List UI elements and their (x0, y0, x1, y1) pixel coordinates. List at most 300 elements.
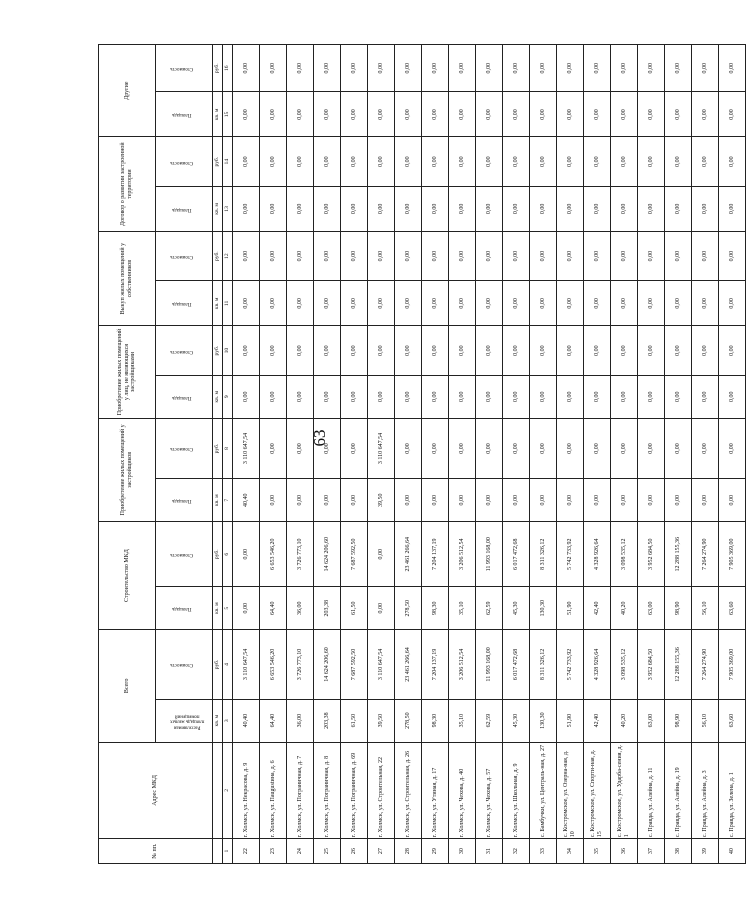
row-number: 39 (692, 839, 719, 864)
total-cost: 8 311 326,12 (530, 630, 557, 700)
total-cost: 7 204 137,19 (422, 630, 449, 700)
table-row (530, 45, 557, 864)
construction-area: 278,50 (395, 587, 422, 630)
acq-dev-cost: 0,00 (260, 418, 287, 479)
acq-dev-area: 0,00 (665, 479, 692, 522)
value-cell: 0,00 (314, 45, 341, 92)
unit-cell: кв. м (213, 375, 223, 418)
subheader-cost: Стоимость (156, 522, 213, 587)
value-cell: 0,00 (638, 186, 665, 231)
row-number: 24 (287, 839, 314, 864)
value-cell: 0,00 (638, 92, 665, 137)
header-construction: Строительство МКД (99, 522, 156, 630)
total-area: 61,50 (341, 699, 368, 742)
value-cell: 0,00 (341, 92, 368, 137)
total-cost: 6 653 546,20 (260, 630, 287, 700)
construction-area: 63,60 (719, 587, 746, 630)
total-area: 40,20 (611, 699, 638, 742)
value-cell: 0,00 (368, 45, 395, 92)
value-cell: 0,00 (503, 137, 530, 187)
acq-dev-area: 0,00 (503, 479, 530, 522)
value-cell: 0,00 (287, 231, 314, 280)
row-number: 30 (449, 839, 476, 864)
subheader-area: Площадь (156, 375, 213, 418)
value-cell: 0,00 (233, 326, 260, 376)
total-cost: 7 905 369,00 (719, 630, 746, 700)
column-index-cell: 14 (223, 137, 233, 187)
construction-cost: 3 952 684,50 (638, 522, 665, 587)
column-index-cell: 6 (223, 522, 233, 587)
column-index-cell: 10 (223, 326, 233, 376)
table-row (395, 45, 422, 864)
unit-cell: кв. м (213, 587, 223, 630)
value-cell: 0,00 (341, 375, 368, 418)
value-cell: 0,00 (422, 186, 449, 231)
acq-dev-cost: 0,00 (449, 418, 476, 479)
header-other: Другие (99, 45, 156, 137)
value-cell: 0,00 (530, 137, 557, 187)
value-cell: 0,00 (665, 281, 692, 326)
value-cell: 0,00 (584, 281, 611, 326)
construction-cost: 7 687 592,50 (341, 522, 368, 587)
unit-cell: руб. (213, 418, 223, 479)
header-dev-agreement: Договор о развитии застроенной территории (99, 137, 156, 231)
construction-area: 61,50 (341, 587, 368, 630)
subheader-cost: Стоимость (156, 418, 213, 479)
total-cost: 14 624 206,60 (314, 630, 341, 700)
row-address: г. Холмск, ул. Чехова, д. 57 (476, 742, 503, 839)
value-cell: 0,00 (476, 281, 503, 326)
value-cell: 0,00 (530, 281, 557, 326)
value-cell: 0,00 (368, 186, 395, 231)
value-cell: 0,00 (260, 45, 287, 92)
value-cell: 0,00 (692, 186, 719, 231)
value-cell: 0,00 (692, 137, 719, 187)
total-area: 130,30 (530, 699, 557, 742)
header-address: Адрес МКД (99, 742, 213, 839)
table-row (665, 45, 692, 864)
value-cell: 0,00 (287, 45, 314, 92)
acq-dev-cost: 0,00 (395, 418, 422, 479)
value-cell: 0,00 (719, 45, 746, 92)
unit-blank (213, 839, 223, 864)
value-cell: 0,00 (665, 375, 692, 418)
row-number: 32 (503, 839, 530, 864)
column-index-cell: 15 (223, 92, 233, 137)
value-cell: 0,00 (260, 186, 287, 231)
row-number: 40 (719, 839, 746, 864)
row-number: 38 (665, 839, 692, 864)
value-cell: 0,00 (719, 375, 746, 418)
value-cell: 0,00 (395, 231, 422, 280)
construction-area: 63,00 (638, 587, 665, 630)
value-cell: 0,00 (584, 326, 611, 376)
acq-dev-cost: 0,00 (422, 418, 449, 479)
value-cell: 0,00 (692, 231, 719, 280)
column-index-cell: 3 (223, 699, 233, 742)
table-row (503, 45, 530, 864)
table-row (638, 45, 665, 864)
table-row (611, 45, 638, 864)
table-row (287, 45, 314, 864)
header-buyout: Выкуп жилых помещений у собственников (99, 231, 156, 325)
subheader-cost: Стоимость (156, 137, 213, 187)
table-row (449, 45, 476, 864)
acq-dev-cost: 0,00 (530, 418, 557, 479)
value-cell: 0,00 (233, 137, 260, 187)
column-index-cell: 2 (223, 742, 233, 839)
construction-area: 0,00 (233, 587, 260, 630)
value-cell: 0,00 (368, 375, 395, 418)
value-cell: 0,00 (557, 45, 584, 92)
row-address: г. Холмск, ул. Строительная, 22 (368, 742, 395, 839)
unit-blank (213, 742, 223, 839)
value-cell: 0,00 (557, 137, 584, 187)
value-cell: 0,00 (368, 137, 395, 187)
column-index-cell: 8 (223, 418, 233, 479)
total-area: 56,10 (692, 699, 719, 742)
value-cell: 0,00 (665, 137, 692, 187)
subheader-settled-area: Расселяемая площадь жилых помещений (156, 699, 213, 742)
acq-dev-cost: 0,00 (665, 418, 692, 479)
construction-cost: 11 993 168,00 (476, 522, 503, 587)
construction-cost: 3 206 512,54 (449, 522, 476, 587)
table-row (476, 45, 503, 864)
value-cell: 0,00 (692, 281, 719, 326)
value-cell: 0,00 (530, 231, 557, 280)
value-cell: 0,00 (368, 326, 395, 376)
value-cell: 0,00 (476, 186, 503, 231)
value-cell: 0,00 (584, 137, 611, 187)
value-cell: 0,00 (449, 92, 476, 137)
value-cell: 0,00 (314, 137, 341, 187)
construction-area: 45,30 (503, 587, 530, 630)
total-cost: 3 110 647,54 (368, 630, 395, 700)
table-row (584, 45, 611, 864)
table-row (368, 45, 395, 864)
construction-area: 42,40 (584, 587, 611, 630)
value-cell: 0,00 (611, 231, 638, 280)
value-cell: 0,00 (476, 231, 503, 280)
value-cell: 0,00 (233, 186, 260, 231)
total-area: 98,30 (422, 699, 449, 742)
table-row (260, 45, 287, 864)
value-cell: 0,00 (611, 45, 638, 92)
value-cell: 0,00 (476, 326, 503, 376)
value-cell: 0,00 (665, 186, 692, 231)
value-cell: 0,00 (584, 231, 611, 280)
value-cell: 0,00 (449, 186, 476, 231)
total-cost: 3 726 773,10 (287, 630, 314, 700)
construction-cost: 8 311 326,12 (530, 522, 557, 587)
value-cell: 0,00 (503, 281, 530, 326)
construction-area: 98,90 (665, 587, 692, 630)
construction-cost: 3 098 535,12 (611, 522, 638, 587)
value-cell: 0,00 (503, 375, 530, 418)
value-cell: 0,00 (530, 326, 557, 376)
header-acq-dev: Приобретение жилых помещений у застройщиков (99, 418, 156, 521)
value-cell: 0,00 (530, 45, 557, 92)
landscape-sheet (98, 44, 735, 864)
acq-dev-cost: 0,00 (638, 418, 665, 479)
value-cell: 0,00 (665, 326, 692, 376)
acq-dev-area: 0,00 (719, 479, 746, 522)
total-area: 278,50 (395, 699, 422, 742)
header-total: Всего (99, 630, 156, 742)
acq-dev-cost: 0,00 (557, 418, 584, 479)
value-cell: 0,00 (611, 186, 638, 231)
construction-area: 62,59 (476, 587, 503, 630)
value-cell: 0,00 (557, 92, 584, 137)
acq-dev-area: 0,00 (422, 479, 449, 522)
total-cost: 7 687 592,50 (341, 630, 368, 700)
column-index-row (223, 45, 233, 864)
acq-dev-cost: 0,00 (476, 418, 503, 479)
value-cell: 0,00 (233, 231, 260, 280)
construction-cost: 7 204 137,19 (422, 522, 449, 587)
construction-area: 36,00 (287, 587, 314, 630)
row-number: 31 (476, 839, 503, 864)
total-cost: 3 098 535,12 (611, 630, 638, 700)
value-cell: 0,00 (476, 45, 503, 92)
unit-cell: кв. м (213, 699, 223, 742)
value-cell: 0,00 (314, 281, 341, 326)
value-cell: 0,00 (422, 137, 449, 187)
value-cell: 0,00 (692, 92, 719, 137)
acq-dev-cost: 3 110 647,54 (368, 418, 395, 479)
construction-cost: 12 288 155,36 (665, 522, 692, 587)
value-cell: 0,00 (611, 375, 638, 418)
value-cell: 0,00 (557, 186, 584, 231)
total-area: 63,60 (719, 699, 746, 742)
value-cell: 0,00 (638, 281, 665, 326)
row-address: с. Бамбучки, ул. Централь-ная, д. 27 (530, 742, 557, 839)
unit-cell: руб. (213, 522, 223, 587)
value-cell: 0,00 (530, 92, 557, 137)
subheader-area: Площадь (156, 479, 213, 522)
row-address: г. Холмск, ул. Пaugustина, д. 6 (260, 742, 287, 839)
construction-cost: 6 017 472,68 (503, 522, 530, 587)
value-cell: 0,00 (692, 45, 719, 92)
row-address: г. Холмск, ул. Пограничная, д. 7 (287, 742, 314, 839)
value-cell: 0,00 (314, 326, 341, 376)
value-cell: 0,00 (557, 281, 584, 326)
table-row (341, 45, 368, 864)
value-cell: 0,00 (584, 45, 611, 92)
row-address: г. Холмск, ул. Пограничная, д. 69 (341, 742, 368, 839)
value-cell: 0,00 (557, 375, 584, 418)
value-cell: 0,00 (530, 375, 557, 418)
column-index-cell: 7 (223, 479, 233, 522)
value-cell: 0,00 (476, 375, 503, 418)
value-cell: 0,00 (530, 186, 557, 231)
subheader-area: Площадь (156, 186, 213, 231)
acq-dev-area: 0,00 (584, 479, 611, 522)
value-cell: 0,00 (341, 45, 368, 92)
acq-dev-area: 0,00 (260, 479, 287, 522)
acq-dev-cost: 0,00 (287, 418, 314, 479)
table-row (692, 45, 719, 864)
value-cell: 0,00 (287, 281, 314, 326)
row-address: с. Правда, ул. Алейна, д. 3 (692, 742, 719, 839)
row-address: с. Костромское, ул. Спорти-ная, д. 15 (584, 742, 611, 839)
acq-dev-area: 0,00 (530, 479, 557, 522)
acq-dev-cost: 0,00 (584, 418, 611, 479)
value-cell: 0,00 (611, 326, 638, 376)
acq-dev-cost: 3 110 647,54 (233, 418, 260, 479)
value-cell: 0,00 (422, 375, 449, 418)
acq-dev-area: 40,40 (233, 479, 260, 522)
value-cell: 0,00 (314, 375, 341, 418)
total-cost: 3 952 684,50 (638, 630, 665, 700)
value-cell: 0,00 (395, 186, 422, 231)
value-cell: 0,00 (503, 45, 530, 92)
row-address: г. Холмск, ул. Школьная, д. 9 (503, 742, 530, 839)
construction-area: 130,30 (530, 587, 557, 630)
row-number: 37 (638, 839, 665, 864)
value-cell: 0,00 (665, 92, 692, 137)
acq-dev-cost: 0,00 (503, 418, 530, 479)
value-cell: 0,00 (719, 137, 746, 187)
value-cell: 0,00 (557, 326, 584, 376)
value-cell: 0,00 (692, 375, 719, 418)
value-cell: 0,00 (260, 231, 287, 280)
unit-cell: руб. (213, 231, 223, 280)
value-cell: 0,00 (584, 375, 611, 418)
row-number: 27 (368, 839, 395, 864)
value-cell: 0,00 (638, 137, 665, 187)
row-address: с. Правда, ул. Алейна, д. 19 (665, 742, 692, 839)
value-cell: 0,00 (449, 281, 476, 326)
construction-cost: 14 624 206,60 (314, 522, 341, 587)
subheader-total-cost: Стоимость (156, 630, 213, 700)
total-cost: 12 288 155,36 (665, 630, 692, 700)
acq-dev-area: 0,00 (395, 479, 422, 522)
acq-dev-area: 0,00 (476, 479, 503, 522)
row-address: г. Холмск, ул. Чехова, д. 40 (449, 742, 476, 839)
construction-cost: 7 905 369,00 (719, 522, 746, 587)
value-cell: 0,00 (314, 186, 341, 231)
acq-dev-area: 0,00 (557, 479, 584, 522)
total-area: 64,40 (260, 699, 287, 742)
table-row (719, 45, 746, 864)
value-cell: 0,00 (341, 186, 368, 231)
value-cell: 0,00 (314, 92, 341, 137)
total-cost: 4 328 926,64 (584, 630, 611, 700)
table-row (233, 45, 260, 864)
value-cell: 0,00 (611, 137, 638, 187)
table-row (422, 45, 449, 864)
construction-area: 0,00 (368, 587, 395, 630)
value-cell: 0,00 (611, 92, 638, 137)
value-cell: 0,00 (476, 92, 503, 137)
row-number: 28 (395, 839, 422, 864)
value-cell: 0,00 (233, 281, 260, 326)
value-cell: 0,00 (665, 45, 692, 92)
value-cell: 0,00 (233, 92, 260, 137)
acq-dev-area: 0,00 (611, 479, 638, 522)
value-cell: 0,00 (449, 231, 476, 280)
value-cell: 0,00 (476, 137, 503, 187)
row-address: г. Холмск, ул. Некрасова, д. 9 (233, 742, 260, 839)
value-cell: 0,00 (395, 375, 422, 418)
value-cell: 0,00 (368, 281, 395, 326)
value-cell: 0,00 (638, 45, 665, 92)
acq-dev-area: 39,50 (368, 479, 395, 522)
value-cell: 0,00 (260, 92, 287, 137)
column-index-cell: 12 (223, 231, 233, 280)
acq-dev-cost: 0,00 (314, 418, 341, 479)
housing-table (98, 44, 746, 864)
value-cell: 0,00 (719, 92, 746, 137)
value-cell: 0,00 (557, 231, 584, 280)
value-cell: 0,00 (395, 137, 422, 187)
construction-area: 56,10 (692, 587, 719, 630)
value-cell: 0,00 (449, 45, 476, 92)
value-cell: 0,00 (233, 45, 260, 92)
row-address: с. Правда, ул. Алейна, д. 11 (638, 742, 665, 839)
value-cell: 0,00 (287, 186, 314, 231)
value-cell: 0,00 (395, 326, 422, 376)
total-area: 36,00 (287, 699, 314, 742)
total-cost: 3 110 647,54 (233, 630, 260, 700)
acq-dev-cost: 0,00 (719, 418, 746, 479)
value-cell: 0,00 (233, 375, 260, 418)
value-cell: 0,00 (260, 137, 287, 187)
total-cost: 11 993 168,00 (476, 630, 503, 700)
value-cell: 0,00 (341, 137, 368, 187)
value-cell: 0,00 (260, 281, 287, 326)
table-row (557, 45, 584, 864)
total-area: 203,38 (314, 699, 341, 742)
value-cell: 0,00 (395, 281, 422, 326)
table-rotator (98, 44, 735, 864)
subheader-area: Площадь (156, 92, 213, 137)
unit-cell: кв. м (213, 479, 223, 522)
row-number: 35 (584, 839, 611, 864)
value-cell: 0,00 (260, 375, 287, 418)
acq-dev-cost: 0,00 (341, 418, 368, 479)
column-index-cell: 16 (223, 45, 233, 92)
construction-area: 64,40 (260, 587, 287, 630)
value-cell: 0,00 (422, 45, 449, 92)
table-row (314, 45, 341, 864)
value-cell: 0,00 (503, 186, 530, 231)
column-index-cell: 5 (223, 587, 233, 630)
value-cell: 0,00 (611, 281, 638, 326)
value-cell: 0,00 (260, 326, 287, 376)
total-cost: 5 742 733,92 (557, 630, 584, 700)
value-cell: 0,00 (719, 186, 746, 231)
acq-dev-area: 0,00 (449, 479, 476, 522)
row-address: с. Костромское, ул. Ударба-сения, д. 1 (611, 742, 638, 839)
value-cell: 0,00 (287, 137, 314, 187)
construction-cost: 7 264 274,90 (692, 522, 719, 587)
value-cell: 0,00 (341, 281, 368, 326)
value-cell: 0,00 (314, 231, 341, 280)
row-number: 36 (611, 839, 638, 864)
row-number: 33 (530, 839, 557, 864)
total-cost: 23 461 266,64 (395, 630, 422, 700)
unit-cell: руб. (213, 45, 223, 92)
row-address: г. Холмск, ул. Строительная, д. 26 (395, 742, 422, 839)
acq-dev-area: 0,00 (314, 479, 341, 522)
value-cell: 0,00 (341, 326, 368, 376)
row-address: с. Правда, ул. Зелена, д. 1 (719, 742, 746, 839)
header-num: № пп. (99, 839, 213, 864)
construction-cost: 4 328 926,64 (584, 522, 611, 587)
construction-cost: 0,00 (233, 522, 260, 587)
